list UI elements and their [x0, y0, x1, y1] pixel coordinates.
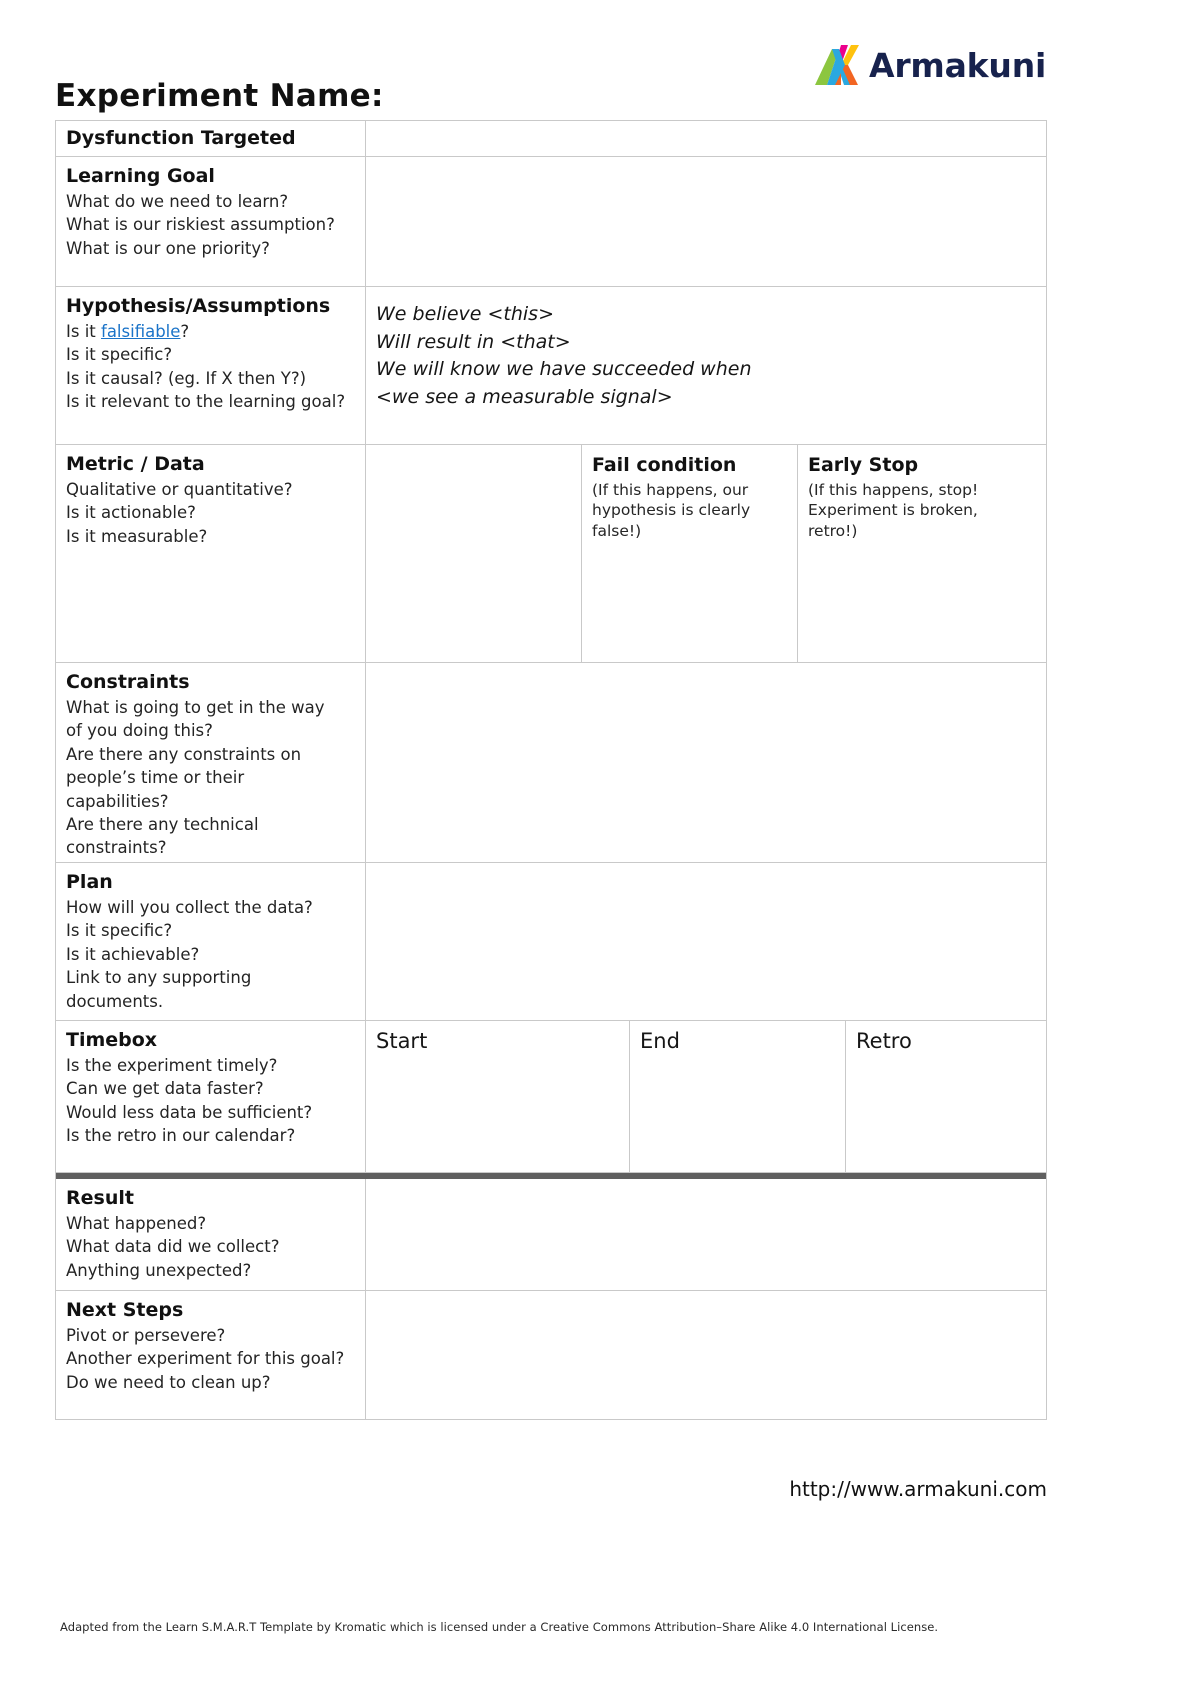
page-title: Experiment Name:: [55, 78, 384, 114]
prompt-line: Is the experiment timely?: [66, 1055, 278, 1075]
section-title: Dysfunction Targeted: [66, 127, 296, 149]
timebox-end-cell[interactable]: [630, 1021, 846, 1172]
column-title: Fail condition: [592, 454, 737, 476]
section-title: Metric / Data: [66, 453, 205, 475]
experiment-table: [55, 120, 1047, 1420]
row-timebox: [56, 1021, 1046, 1173]
learning-goal-label-cell: [56, 157, 366, 286]
prompt-line: What is our riskiest assumption?: [66, 215, 335, 235]
prompt-line: capabilities?: [66, 791, 169, 811]
row-constraints: [56, 663, 1046, 863]
hypothesis-line: <we see a measurable signal>: [376, 385, 673, 408]
prompt-suffix: ?: [180, 321, 190, 341]
prompt-line: Do we need to clean up?: [66, 1372, 271, 1392]
section-title: Timebox: [66, 1029, 158, 1051]
plan-answer-cell[interactable]: [366, 863, 1046, 1020]
prompt-line: What is our one priority?: [66, 238, 270, 258]
result-label-cell: [56, 1179, 366, 1290]
constraints-answer-cell[interactable]: [366, 663, 1046, 862]
result-answer-cell[interactable]: [366, 1179, 1046, 1290]
column-title: End: [640, 1029, 680, 1053]
section-title: Result: [66, 1187, 134, 1209]
prompt-line: constraints?: [66, 838, 167, 858]
prompt-line: Is it relevant to the learning goal?: [66, 392, 346, 412]
brand-name: Armakuni: [869, 45, 1047, 85]
next-steps-label-cell: [56, 1291, 366, 1419]
prompt-line: Pivot or persevere?: [66, 1325, 226, 1345]
row-dysfunction-targeted: [56, 121, 1046, 157]
column-title: Early Stop: [808, 454, 919, 476]
column-title: Retro: [856, 1029, 912, 1053]
falsifiable-link[interactable]: falsifiable: [101, 321, 181, 341]
prompt-line: of you doing this?: [66, 721, 213, 741]
row-learning-goal: [56, 157, 1046, 287]
section-title: Learning Goal: [66, 165, 215, 187]
prompt-line: Would less data be sufficient?: [66, 1102, 313, 1122]
timebox-label-cell: [56, 1021, 366, 1172]
plan-label-cell: [56, 863, 366, 1020]
prompt-line: Another experiment for this goal?: [66, 1349, 345, 1369]
prompt-line: Can we get data faster?: [66, 1079, 264, 1099]
prompt-line: Are there any constraints on: [66, 744, 302, 764]
prompt-line: What do we need to learn?: [66, 191, 289, 211]
prompt-line: Is the retro in our calendar?: [66, 1126, 296, 1146]
prompt-line: What data did we collect?: [66, 1237, 280, 1257]
prompt-line: Is it measurable?: [66, 526, 208, 546]
constraints-label-cell: [56, 663, 366, 862]
section-title: Plan: [66, 871, 113, 893]
prompt-line: Is it specific?: [66, 921, 173, 941]
column-note: (If this happens, our hypothesis is clearly false!): [592, 480, 751, 540]
prompt-line: people’s time or their: [66, 768, 245, 788]
dysfunction-answer-cell[interactable]: [366, 121, 1046, 156]
early-stop-cell[interactable]: [798, 445, 998, 662]
prompt-line: Is it specific?: [66, 345, 173, 365]
row-result: [56, 1173, 1046, 1291]
hypothesis-line: We believe <this>: [376, 303, 554, 325]
prompt-line: documents.: [66, 991, 164, 1011]
row-metric-data: [56, 445, 1046, 663]
row-next-steps: [56, 1291, 1046, 1419]
section-title: Hypothesis/Assumptions: [66, 295, 331, 317]
prompt-prefix: Is it: [66, 321, 102, 341]
row-plan: [56, 863, 1046, 1021]
row-hypothesis-assumptions: [56, 287, 1046, 445]
column-note: (If this happens, stop! Experiment is broken, retro!): [808, 480, 979, 540]
armakuni-mark-icon: [815, 45, 859, 85]
prompt-line-falsifiable: [66, 320, 355, 343]
prompt-line: Is it causal? (eg. If X then Y?): [66, 368, 307, 388]
prompt-line: Is it achievable?: [66, 944, 200, 964]
prompt-line: How will you collect the data?: [66, 897, 313, 917]
timebox-start-cell[interactable]: [366, 1021, 630, 1172]
prompt-line: Qualitative or quantitative?: [66, 479, 293, 499]
prompt-line: Is it actionable?: [66, 503, 196, 523]
attribution-credit: Adapted from the Learn S.M.A.R.T Template by Kromatic which is licensed under a Creative Commons Attribution–Share Alike 4.0 International License.: [60, 1620, 939, 1634]
section-title: Next Steps: [66, 1299, 184, 1321]
timebox-retro-cell[interactable]: [846, 1021, 1046, 1172]
metric-label-cell: [56, 445, 366, 662]
hypothesis-line: We will know we have succeeded when: [376, 358, 752, 381]
hypothesis-answer-cell[interactable]: [366, 287, 1046, 444]
hypothesis-label-cell: [56, 287, 366, 444]
prompt-line: Are there any technical: [66, 815, 259, 835]
hypothesis-line: Will result in <that>: [376, 330, 571, 353]
prompt-line: What happened?: [66, 1213, 207, 1233]
brand-logo: [815, 45, 1046, 85]
fail-condition-cell[interactable]: [582, 445, 798, 662]
metric-value-cell[interactable]: [366, 445, 582, 662]
website-url[interactable]: http://www.armakuni.com: [789, 1477, 1047, 1501]
column-title: Start: [376, 1029, 428, 1053]
dysfunction-label-cell: [56, 121, 366, 156]
learning-goal-answer-cell[interactable]: [366, 157, 1046, 286]
next-steps-answer-cell[interactable]: [366, 1291, 1046, 1419]
prompt-line: Link to any supporting: [66, 968, 252, 988]
prompt-line: What is going to get in the way: [66, 697, 325, 717]
prompt-line: Anything unexpected?: [66, 1260, 252, 1280]
section-title: Constraints: [66, 671, 190, 693]
